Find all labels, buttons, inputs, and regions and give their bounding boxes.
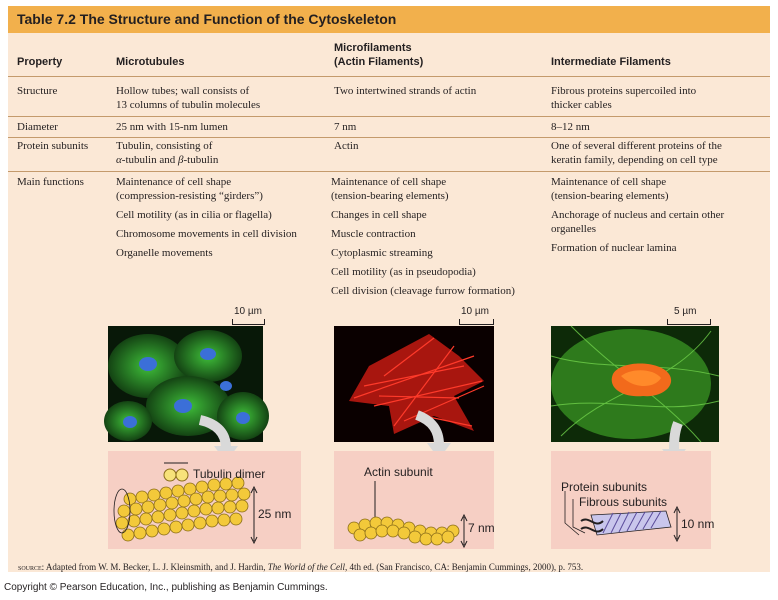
text-line: Cytoplasmic streaming <box>331 247 433 259</box>
row-divider <box>8 137 770 138</box>
text-line: (tension-bearing elements) <box>551 190 669 202</box>
scale-bar <box>232 319 265 325</box>
function-item <box>331 265 551 279</box>
label-protein-subunits: Protein subunits <box>561 480 648 494</box>
label-tubulin-dimer: Tubulin dimer <box>193 467 266 481</box>
label-actin-subunit: Actin subunit <box>364 465 433 479</box>
text-fragment: -tubulin <box>183 154 219 166</box>
cell-diameter-microfilaments: 7 nm <box>334 121 357 133</box>
row-divider <box>8 171 770 172</box>
header-microtubules: Microtubules <box>116 56 185 68</box>
function-item <box>331 246 551 260</box>
label-if-size: 10 nm <box>681 517 715 531</box>
header-property: Property <box>17 56 63 68</box>
text-line: One of several different proteins of the <box>551 140 722 152</box>
diagram-microtubule <box>108 451 301 549</box>
header-microfilaments <box>334 41 423 69</box>
row-divider <box>8 116 770 117</box>
header-microfilaments-line2: (Actin Filaments) <box>334 56 424 68</box>
function-item <box>551 241 766 255</box>
text-line: (compression-resisting “girders”) <box>116 190 263 202</box>
source-book-title: The World of the Cell, <box>267 562 348 572</box>
cell-structure-intermediate <box>551 84 696 112</box>
source-note <box>18 562 583 572</box>
source-text: : Adapted from W. M. Becker, L. J. Kleinsmith, and J. Hardin, <box>41 562 268 572</box>
cell-functions-microtubules <box>116 175 331 265</box>
text-line: 13 columns of tubulin molecules <box>116 99 261 111</box>
row-label-main-functions: Main functions <box>17 176 84 188</box>
diagram-microfilament <box>334 451 494 549</box>
source-rest: 4th ed. (San Francisco, CA: Benjamin Cummings, 2000), p. 753. <box>347 562 584 572</box>
text-line: thicker cables <box>551 99 612 111</box>
text-line: keratin family, depending on cell type <box>551 154 718 166</box>
cell-structure-microfilaments: Two intertwined strands of actin <box>334 85 477 97</box>
scale-label-intermediate: 5 µm <box>674 306 697 317</box>
header-intermediate: Intermediate Filaments <box>551 56 671 68</box>
text-line: Maintenance of cell shape <box>331 176 447 188</box>
source-label: source <box>18 562 42 572</box>
text-line: Maintenance of cell shape <box>551 176 667 188</box>
function-item <box>116 246 331 260</box>
label-actin-size: 7 nm <box>468 521 495 535</box>
cell-diameter-microtubules: 25 nm with 15-nm lumen <box>116 121 228 133</box>
row-label-diameter: Diameter <box>17 121 58 133</box>
text-line: Tubulin, consisting of <box>116 140 213 152</box>
text-line: Maintenance of cell shape <box>116 176 232 188</box>
text-line: Anchorage of nucleus and certain other <box>551 209 725 221</box>
text-line: Chromosome movements in cell division <box>116 228 297 240</box>
text-line: (tension-bearing elements) <box>331 190 449 202</box>
function-item <box>331 208 551 222</box>
text-line: organelles <box>551 223 597 235</box>
text-line: Fibrous proteins supercoiled into <box>551 85 697 97</box>
function-item <box>116 227 331 241</box>
text-line: Cell division (cleavage furrow formation) <box>331 285 515 297</box>
cell-protein-microtubules <box>116 139 218 167</box>
alpha-symbol: α <box>116 154 122 166</box>
row-label-protein-subunits: Protein subunits <box>17 140 89 152</box>
function-item <box>551 175 766 203</box>
text-line: Formation of nuclear lamina <box>551 242 677 254</box>
row-label-structure: Structure <box>17 85 58 97</box>
function-item <box>331 227 551 241</box>
text-line: Muscle contraction <box>331 228 416 240</box>
table-title: Table 7.2 The Structure and Function of the Cytoskeleton <box>17 11 397 27</box>
function-item <box>551 208 766 236</box>
text-line: Cell motility (as in pseudopodia) <box>331 266 476 278</box>
label-tubulin-size: 25 nm <box>258 507 292 521</box>
scale-label-microtubules: 10 µm <box>234 306 262 317</box>
micrograph-intermediate <box>551 326 719 442</box>
cell-functions-intermediate <box>551 175 766 260</box>
beta-symbol: β <box>178 154 184 166</box>
copyright-notice: Copyright © Pearson Education, Inc., publishing as Benjamin Cummings. <box>4 582 328 593</box>
scale-bar <box>459 319 494 325</box>
function-item <box>331 175 551 203</box>
cell-protein-intermediate <box>551 139 722 167</box>
title-bar <box>8 6 770 33</box>
diagram-intermediate-filament <box>551 451 715 549</box>
cell-protein-microfilaments: Actin <box>334 140 359 152</box>
cell-functions-microfilaments <box>331 175 551 303</box>
header-microfilaments-line1: Microfilaments <box>334 42 412 54</box>
cell-diameter-intermediate: 8–12 nm <box>551 121 590 133</box>
scale-bar <box>667 319 711 325</box>
header-divider <box>8 76 770 77</box>
text-line: Changes in cell shape <box>331 209 427 221</box>
cell-structure-microtubules <box>116 84 260 112</box>
table-panel <box>8 6 770 572</box>
text-line <box>116 153 218 167</box>
function-item <box>116 175 331 203</box>
text-line: Hollow tubes; wall consists of <box>116 85 250 97</box>
text-line: Cell motility (as in cilia or flagella) <box>116 209 272 221</box>
function-item <box>331 284 551 298</box>
function-item <box>116 208 331 222</box>
text-line: Organelle movements <box>116 247 213 259</box>
scale-label-microfilaments: 10 µm <box>461 306 489 317</box>
label-fibrous-subunits: Fibrous subunits <box>579 495 668 509</box>
text-fragment: -tubulin and <box>121 154 178 166</box>
